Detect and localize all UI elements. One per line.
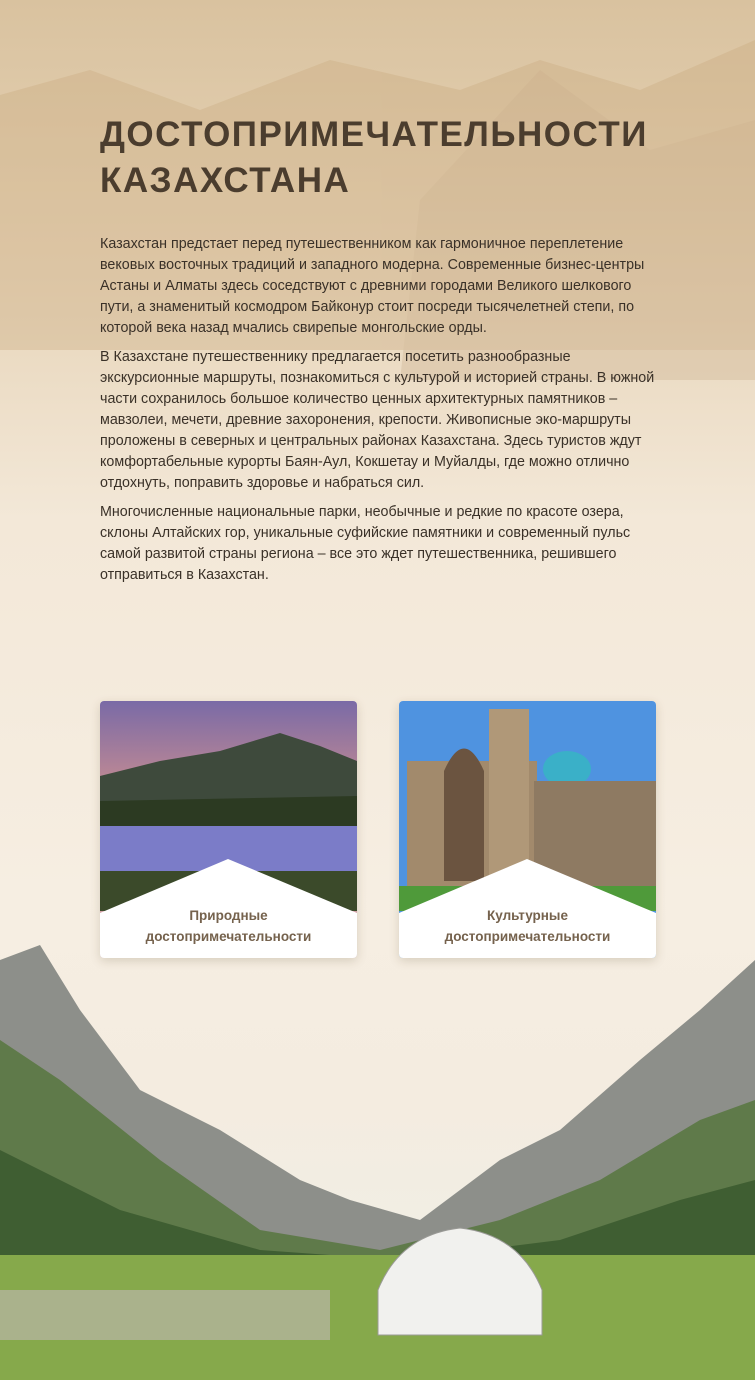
paragraph: В Казахстане путешественнику предлагается посетить разнообразные экскурсионные маршруты, познакомиться с культурой и историей страны. В южной части сохранилось большое количество ценных архитектурных памятников – мавзолеи, мечети, древние захоронения, крепости. Живописные эко-маршруты проложены в северных и центральных районах Казахстана. Здесь туристов ждут комфортабельные курорты Баян-Аул, Кокшетау и Муйалды, где можно отлично отдохнуть, поправить здоровье и набраться сил. — [100, 349, 655, 491]
caption-line: достопримечательности — [145, 929, 312, 944]
card-culture[interactable] — [399, 701, 656, 958]
page-title: ДОСТОПРИМЕЧАТЕЛЬНОСТИ КАЗАХСТАНА — [100, 115, 648, 200]
card-caption — [399, 905, 656, 947]
caption-line: Культурные — [487, 908, 568, 923]
card-caption — [100, 905, 357, 947]
card-nature[interactable] — [100, 701, 357, 958]
caption-line: достопримечательности — [444, 929, 611, 944]
paragraph: Многочисленные национальные парки, необычные и редкие по красоте озера, склоны Алтайских гор, уникальные суфийские памятники и современный пульс самой развитой страны региона – все это ждет путешественника, решившего отправиться в Казахстан. — [100, 504, 631, 583]
intro-text — [100, 234, 665, 594]
caption-line: Природные — [189, 908, 268, 923]
paragraph: Казахстан предстает перед путешественником как гармоничное переплетение вековых восточных традиций и западного модерна. Современные бизнес-центры Астаны и Алматы здесь соседствуют с древними городами Великого шелкового пути, а знаменитый космодром Байконур стоит посреди тысячелетней степи, по которой века назад мчались свирепые монгольские орды. — [100, 236, 645, 336]
